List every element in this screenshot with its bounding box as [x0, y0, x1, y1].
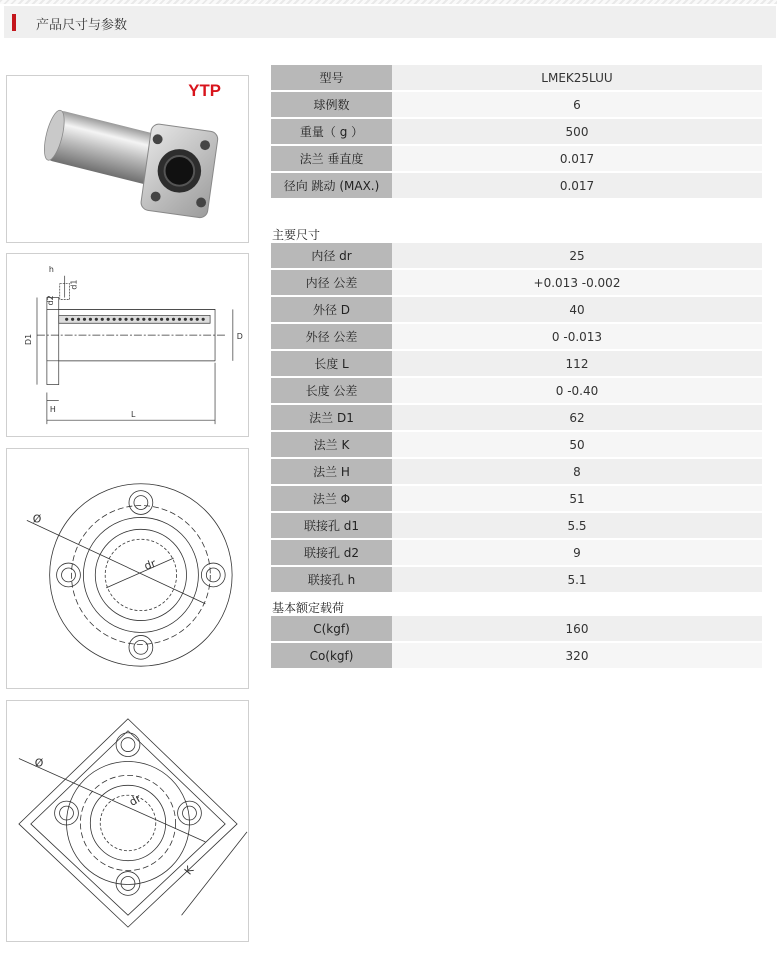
spec-row	[271, 270, 762, 295]
label-h: h	[48, 264, 54, 274]
section-drawing	[6, 253, 249, 437]
spec-value: 6	[392, 92, 762, 117]
spec-value: 50	[392, 432, 762, 457]
spec-row	[271, 540, 762, 565]
label-dr: dr	[142, 556, 158, 573]
spec-row	[271, 432, 762, 457]
brand-logo: YTP	[188, 80, 221, 100]
spec-key: 型号	[271, 65, 392, 90]
spec-key: C(kgf)	[271, 616, 392, 641]
spec-key: 法兰 H	[271, 459, 392, 484]
spec-row	[271, 486, 762, 511]
main-dimensions-table	[271, 241, 762, 594]
spec-row	[271, 459, 762, 484]
product-photo	[6, 75, 249, 243]
spec-key: 内径 公差	[271, 270, 392, 295]
spec-key: 球例数	[271, 92, 392, 117]
spec-value: 0 -0.013	[392, 324, 762, 349]
spec-value: 40	[392, 297, 762, 322]
spec-key: 内径 dr	[271, 243, 392, 268]
spec-value: 320	[392, 643, 762, 668]
spec-key: 长度 L	[271, 351, 392, 376]
spec-value: 51	[392, 486, 762, 511]
spec-row	[271, 65, 762, 90]
spec-value: 112	[392, 351, 762, 376]
spec-key: Co(kgf)	[271, 643, 392, 668]
header-accent-mark	[12, 14, 16, 31]
spec-value: 0.017	[392, 146, 762, 171]
label-d1: d1	[69, 279, 79, 290]
label-D1: D1	[24, 333, 34, 345]
spec-key: 外径 公差	[271, 324, 392, 349]
label-dr-2: dr	[126, 791, 144, 809]
spec-key: 联接孔 d2	[271, 540, 392, 565]
spec-row	[271, 643, 762, 668]
spec-key: 联接孔 d1	[271, 513, 392, 538]
spec-value: 0 -0.40	[392, 378, 762, 403]
label-phi: Ø	[32, 512, 42, 526]
spec-row	[271, 405, 762, 430]
spec-key: 法兰 垂直度	[271, 146, 392, 171]
label-H: H	[49, 405, 56, 415]
top-pattern-bar	[0, 0, 777, 4]
spec-row	[271, 513, 762, 538]
spec-row	[271, 119, 762, 144]
spec-value: 5.1	[392, 567, 762, 592]
spec-key: 法兰 Φ	[271, 486, 392, 511]
main-dimensions-heading: 主要尺寸	[272, 228, 321, 242]
spec-value: +0.013 -0.002	[392, 270, 762, 295]
spec-row	[271, 173, 762, 198]
spec-value: 500	[392, 119, 762, 144]
label-D: D	[236, 332, 243, 342]
spec-key: 长度 公差	[271, 378, 392, 403]
spec-row	[271, 616, 762, 641]
spec-key: 重量（ g ）	[271, 119, 392, 144]
label-d2: d2	[45, 295, 55, 306]
basic-spec-table	[271, 63, 762, 200]
spec-row	[271, 146, 762, 171]
spec-row	[271, 243, 762, 268]
spec-key: 径向 跳动 (MAX.)	[271, 173, 392, 198]
spec-value: LMEK25LUU	[392, 65, 762, 90]
rated-load-heading: 基本额定载荷	[272, 601, 345, 615]
round-flange-drawing	[6, 448, 249, 689]
spec-value: 62	[392, 405, 762, 430]
spec-value: 5.5	[392, 513, 762, 538]
section-header	[4, 6, 776, 38]
spec-row	[271, 324, 762, 349]
rated-load-table	[271, 614, 762, 670]
spec-row	[271, 378, 762, 403]
spec-row	[271, 351, 762, 376]
square-flange-drawing	[6, 700, 249, 942]
label-phi-2: Ø	[34, 756, 44, 770]
label-K: K	[181, 863, 197, 878]
spec-key: 外径 D	[271, 297, 392, 322]
label-L: L	[130, 410, 136, 420]
spec-value: 9	[392, 540, 762, 565]
spec-key: 法兰 K	[271, 432, 392, 457]
spec-value: 160	[392, 616, 762, 641]
spec-row	[271, 92, 762, 117]
spec-key: 法兰 D1	[271, 405, 392, 430]
spec-row	[271, 567, 762, 592]
spec-value: 0.017	[392, 173, 762, 198]
spec-value: 25	[392, 243, 762, 268]
spec-key: 联接孔 h	[271, 567, 392, 592]
section-title: 产品尺寸与参数	[36, 18, 128, 33]
spec-value: 8	[392, 459, 762, 484]
spec-row	[271, 297, 762, 322]
